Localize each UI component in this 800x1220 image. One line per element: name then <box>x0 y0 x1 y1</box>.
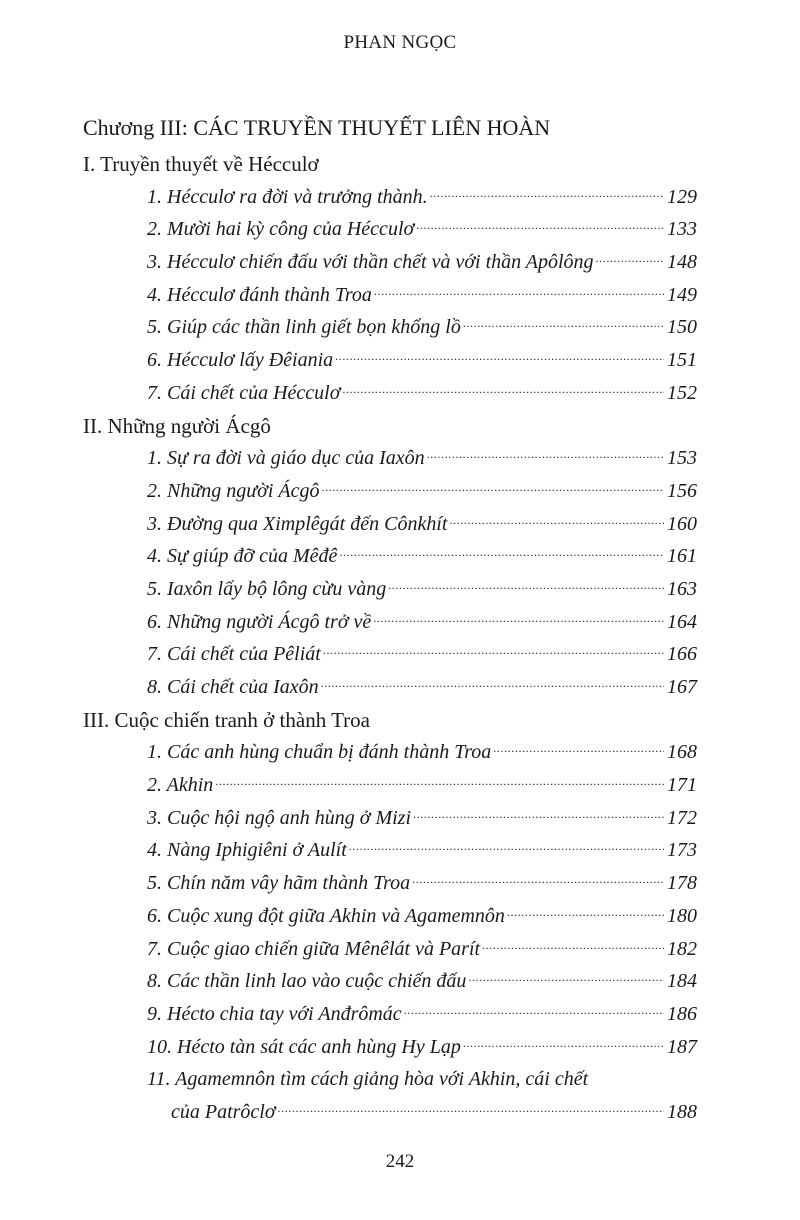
page-number: 160 <box>667 512 697 535</box>
toc-entry <box>83 671 697 704</box>
toc-entry <box>83 573 697 606</box>
entry-title: 7. Cái chết của Pêliát <box>147 643 321 666</box>
toc-entry <box>83 181 697 214</box>
page-number: 180 <box>667 904 697 927</box>
toc-entry <box>83 965 697 998</box>
dot-leader <box>468 967 664 987</box>
entry-title: 4. Hécculơ đánh thành Troa <box>147 283 372 306</box>
toc-entry <box>83 736 697 769</box>
running-head: PHAN NGỌC <box>343 32 457 53</box>
toc-entry <box>83 540 697 573</box>
dot-leader <box>374 281 664 301</box>
entry-title: 9. Hécto chia tay với Anđrômác <box>147 1002 402 1025</box>
entry-title: 1. Hécculơ ra đời và trưởng thành. <box>147 185 428 208</box>
toc-entry <box>83 1063 697 1128</box>
entry-title: 8. Cái chết của Iaxôn <box>147 676 319 698</box>
page-number: 151 <box>667 349 697 372</box>
dot-leader <box>388 575 664 595</box>
toc-entry <box>83 606 697 639</box>
entry-title: 4. Nàng Iphigiêni ở Aulít <box>147 839 347 862</box>
page-number: 182 <box>667 937 697 960</box>
dot-leader <box>373 608 664 628</box>
toc-entry <box>83 933 697 966</box>
dot-leader <box>335 346 664 366</box>
toc-entry <box>83 998 697 1031</box>
page-number: 152 <box>667 381 697 404</box>
entry-title: 10. Hécto tàn sát các anh hùng Hy Lạp <box>147 1035 461 1058</box>
entry-title: 7. Cuộc giao chiến giữa Mênêlát và Parít <box>147 937 481 960</box>
dot-leader <box>278 1098 664 1118</box>
section-heading: I. Truyền thuyết về Hécculơ <box>83 152 319 176</box>
page-number: 172 <box>667 806 697 829</box>
entry-title: 6. Hécculơ lấy Đêiania <box>147 349 334 372</box>
dot-leader <box>493 738 664 758</box>
dot-leader <box>596 248 664 268</box>
toc-entry <box>83 475 697 508</box>
page-number: 168 <box>667 741 697 764</box>
page-number: 166 <box>667 643 697 666</box>
page-number: 133 <box>667 218 697 241</box>
entry-title: 6. Cuộc xung đột giữa Akhin và Agamemnôn <box>147 904 505 927</box>
page-number: 186 <box>667 1002 697 1025</box>
entry-title: 1. Sự ra đời và giáo dục của Iaxôn <box>147 447 425 470</box>
dot-leader <box>449 510 664 530</box>
entry-title: 2. Mười hai kỳ công của Hécculơ <box>147 218 415 241</box>
page-number: 156 <box>667 479 697 502</box>
entry-title: 5. Iaxôn lấy bộ lông cừu vàng <box>147 577 387 600</box>
entry-title: 3. Cuộc hội ngộ anh hùng ở Mizi <box>147 806 412 829</box>
page-number: 163 <box>667 577 697 600</box>
entry-title: 2. Akhin <box>147 774 214 797</box>
toc-entry <box>83 638 697 671</box>
page-number: 148 <box>667 251 697 274</box>
page-number: 153 <box>667 447 697 470</box>
entry-title: 4. Sự giúp đỡ của Mêđê <box>147 545 338 568</box>
page-number: 167 <box>667 676 697 698</box>
entry-title: 6. Những người Ácgô trở về <box>147 610 372 633</box>
dot-leader <box>321 673 664 693</box>
dot-leader <box>463 313 664 333</box>
page-number: 184 <box>667 970 697 993</box>
toc-entry <box>83 344 697 377</box>
entry-title: 11. Agamemnôn tìm cách giảng hòa với Akhin, cái chết <box>147 1068 589 1091</box>
page-number: 171 <box>667 774 697 797</box>
toc-entry <box>83 213 697 246</box>
page-number: 187 <box>667 1035 697 1058</box>
entry-title: 2. Những người Ácgô <box>147 479 320 502</box>
dot-leader <box>339 542 664 562</box>
dot-leader <box>323 640 664 660</box>
toc-entry <box>83 867 697 900</box>
dot-leader <box>404 1000 664 1020</box>
dot-leader <box>412 869 664 889</box>
page-folio: 242 <box>385 1151 415 1172</box>
dot-leader <box>342 379 664 399</box>
toc-entry <box>83 508 697 541</box>
toc-entry <box>83 802 697 835</box>
toc-entry <box>83 311 697 344</box>
dot-leader <box>482 935 664 955</box>
entry-title: 3. Hécculơ chiến đấu với thần chết và với thần Apôlông <box>147 251 594 274</box>
page-number: 129 <box>667 185 697 208</box>
entry-title: 5. Chín năm vây hãm thành Troa <box>147 872 411 895</box>
section-heading: III. Cuộc chiến tranh ở thành Troa <box>83 707 370 732</box>
toc-entry <box>83 246 697 279</box>
toc-entry <box>83 377 697 410</box>
chapter-heading: Chương III: CÁC TRUYỀN THUYẾT LIÊN HOÀN <box>83 115 551 140</box>
dot-leader <box>413 804 664 824</box>
toc-entry <box>83 1031 697 1064</box>
entry-title: 8. Các thần linh lao vào cuộc chiến đấu <box>147 970 467 993</box>
dot-leader <box>416 215 664 235</box>
dot-leader <box>349 836 664 856</box>
toc-entry <box>83 769 697 802</box>
page-number: 150 <box>667 316 697 339</box>
page-number: 161 <box>667 545 697 568</box>
page-number: 173 <box>667 839 697 862</box>
page-number: 164 <box>667 610 697 633</box>
dot-leader <box>427 444 664 464</box>
dot-leader <box>463 1033 664 1053</box>
toc-entry <box>83 834 697 867</box>
entry-title: 3. Đường qua Ximplêgát đến Cônkhít <box>147 512 448 535</box>
section-heading: II. Những người Ácgô <box>83 413 271 438</box>
toc-entry <box>83 279 697 312</box>
page-number: 178 <box>667 872 697 895</box>
dot-leader <box>321 477 664 497</box>
entry-title: 5. Giúp các thần linh giết bọn khổng lồ <box>147 316 461 339</box>
dot-leader <box>215 771 664 791</box>
page-number: 188 <box>667 1100 697 1123</box>
entry-title: 1. Các anh hùng chuẩn bị đánh thành Troa <box>147 741 492 764</box>
dot-leader <box>507 902 664 922</box>
page-number: 149 <box>667 283 697 306</box>
table-of-contents <box>83 112 697 1129</box>
entry-title-continuation: của Patrôclơ <box>171 1100 276 1123</box>
toc-entry <box>83 900 697 933</box>
entry-title: 7. Cái chết của Hécculơ <box>147 381 341 404</box>
dot-leader <box>430 183 664 203</box>
toc-entry <box>83 442 697 475</box>
